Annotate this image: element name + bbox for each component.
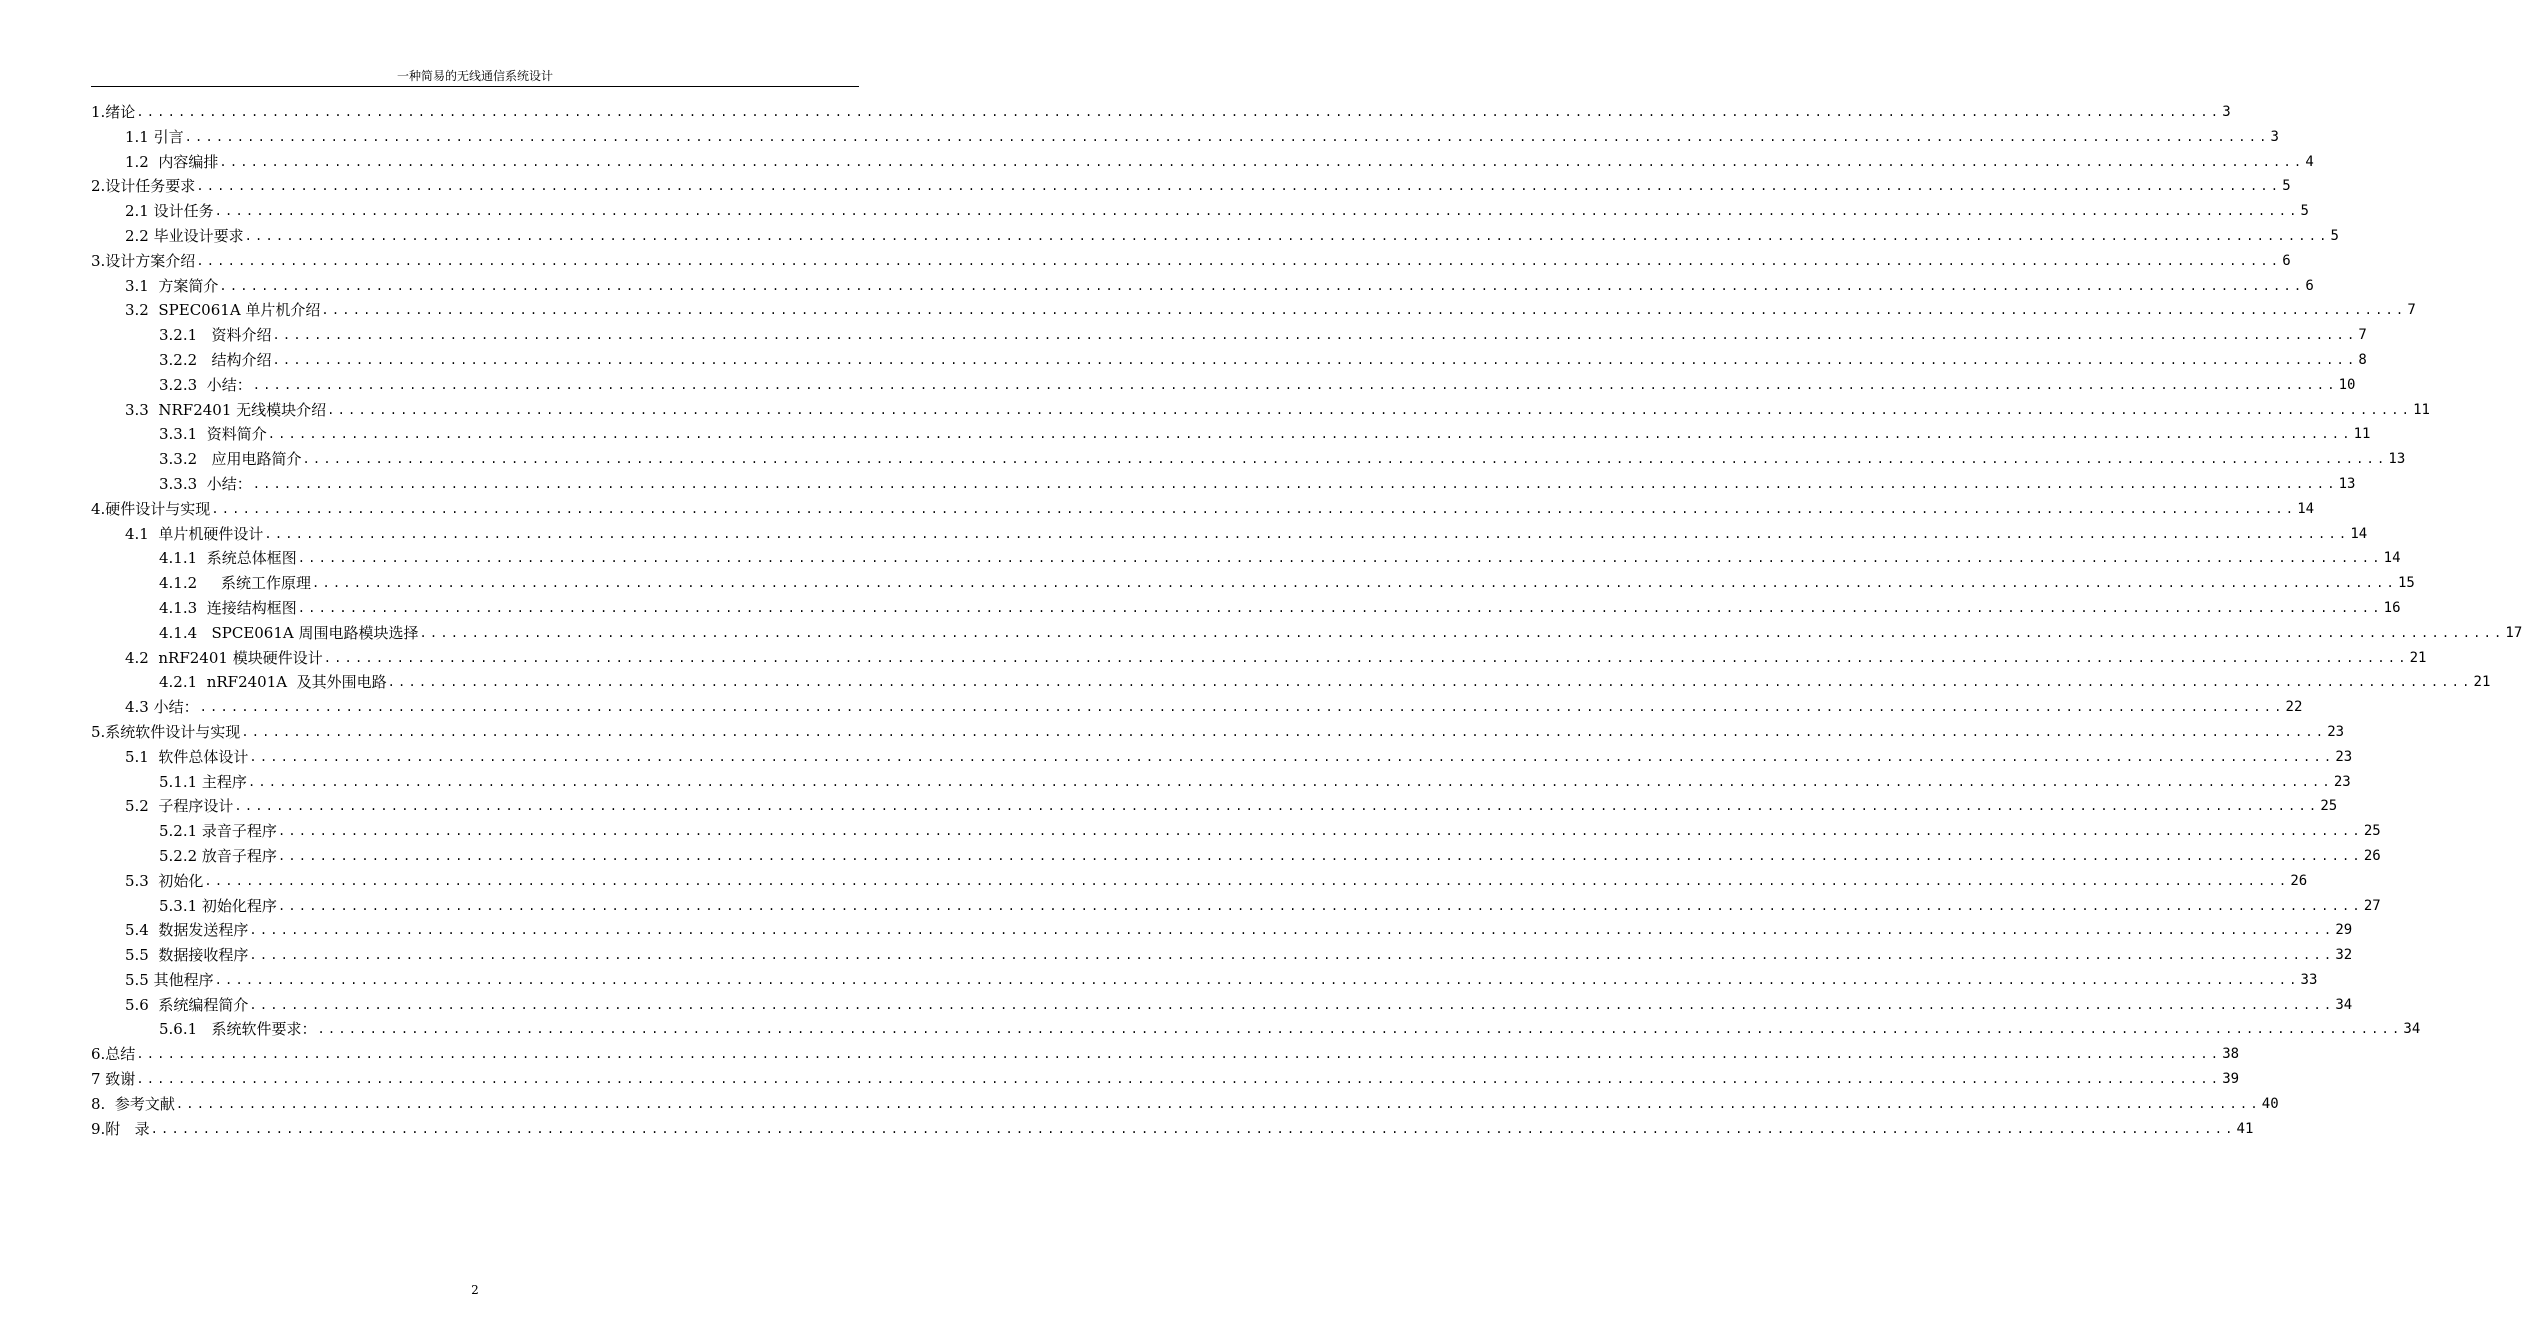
toc-entry-page: 29 bbox=[2335, 922, 2353, 939]
toc-dot-leader: ........................................................................................................................................................................................................ bbox=[219, 278, 2305, 293]
toc-dot-leader: ........................................................................................................................................................................................................ bbox=[204, 873, 2290, 888]
toc-entry-title: 2.设计任务要求 bbox=[91, 177, 196, 196]
toc-entry[interactable] bbox=[91, 621, 2522, 646]
toc-entry-title: 4.2.1 nRF2401A 及其外围电路 bbox=[159, 673, 387, 692]
toc-dot-leader: ........................................................................................................................................................................................................ bbox=[175, 1096, 2261, 1111]
toc-entry[interactable] bbox=[91, 422, 2371, 447]
toc-entry-title: 4.1.2 系统工作原理 bbox=[159, 574, 312, 593]
toc-entry[interactable] bbox=[91, 1067, 2240, 1092]
toc-entry-page: 17 bbox=[2505, 624, 2522, 641]
toc-entry-title: 5.系统软件设计与实现 bbox=[91, 722, 241, 741]
toc-entry-title: 5.2.1 录音子程序 bbox=[159, 822, 277, 841]
toc-entry[interactable] bbox=[91, 993, 2353, 1018]
toc-entry-page: 11 bbox=[2353, 426, 2371, 443]
toc-entry-title: 5.6 系统编程简介 bbox=[125, 995, 249, 1014]
page-footer bbox=[0, 1282, 950, 1298]
toc-dot-leader: ........................................................................................................................................................................................................ bbox=[234, 799, 2320, 814]
toc-entry-title: 4.1.3 连接结构框图 bbox=[159, 598, 297, 617]
toc-dot-leader: ........................................................................................................................................................................................................ bbox=[196, 179, 2282, 194]
toc-entry[interactable] bbox=[91, 199, 2309, 224]
toc-dot-leader: ........................................................................................................................................................................................................ bbox=[219, 154, 2305, 169]
toc-entry-title: 3.3.1 资料简介 bbox=[159, 425, 267, 444]
toc-entry[interactable] bbox=[91, 348, 2367, 373]
toc-dot-leader: ........................................................................................................................................................................................................ bbox=[387, 675, 2473, 690]
toc-entry-title: 4.硬件设计与实现 bbox=[91, 499, 211, 518]
toc-entry[interactable] bbox=[91, 125, 2279, 150]
toc-entry[interactable] bbox=[91, 869, 2308, 894]
toc-entry-title: 3.3 NRF2401 无线模块介绍 bbox=[125, 400, 327, 419]
toc-entry-page: 15 bbox=[2397, 575, 2415, 592]
toc-entry-title: 5.2.2 放音子程序 bbox=[159, 846, 277, 865]
toc-entry-title: 5.3 初始化 bbox=[125, 871, 204, 890]
toc-entry-page: 16 bbox=[2383, 599, 2401, 616]
toc-entry-title: 4.3 小结： bbox=[125, 698, 199, 717]
toc-dot-leader: ........................................................................................................................................................................................................ bbox=[249, 923, 2335, 938]
toc-entry[interactable] bbox=[91, 894, 2381, 919]
toc-dot-leader: ........................................................................................................................................................................................................ bbox=[277, 848, 2363, 863]
toc-entry[interactable] bbox=[91, 571, 2415, 596]
toc-entry-page: 33 bbox=[2300, 971, 2318, 988]
toc-entry-title: 9.附 录 bbox=[91, 1119, 150, 1138]
toc-entry-title: 7 致谢 bbox=[91, 1070, 136, 1089]
toc-entry-title: 1.1 引言 bbox=[125, 127, 184, 146]
toc-entry-page: 23 bbox=[2335, 748, 2353, 765]
toc-entry-title: 5.5 其他程序 bbox=[125, 970, 214, 989]
toc-dot-leader: ........................................................................................................................................................................................................ bbox=[150, 1121, 2236, 1136]
toc-entry-page: 23 bbox=[2327, 723, 2345, 740]
toc-dot-leader: ........................................................................................................................................................................................................ bbox=[312, 576, 2397, 591]
toc-dot-leader: ........................................................................................................................................................................................................ bbox=[264, 526, 2350, 541]
running-header bbox=[91, 66, 859, 87]
toc-entry[interactable] bbox=[91, 150, 2314, 175]
toc-entry[interactable] bbox=[91, 323, 2367, 348]
toc-entry-page: 5 bbox=[2282, 178, 2291, 195]
toc-entry-title: 4.2 nRF2401 模块硬件设计 bbox=[125, 648, 323, 667]
toc-entry[interactable] bbox=[91, 695, 2303, 720]
toc-entry[interactable] bbox=[91, 918, 2353, 943]
toc-entry-page: 25 bbox=[2320, 798, 2338, 815]
toc-entry[interactable] bbox=[91, 720, 2345, 745]
toc-entry-page: 11 bbox=[2413, 401, 2430, 418]
toc-entry[interactable] bbox=[91, 745, 2353, 770]
toc-dot-leader: ........................................................................................................................................................................................................ bbox=[277, 824, 2363, 839]
toc-entry-page: 22 bbox=[2285, 699, 2303, 716]
toc-dot-leader: ........................................................................................................................................................................................................ bbox=[321, 303, 2407, 318]
toc-entry-page: 7 bbox=[2358, 327, 2367, 344]
toc-entry-title: 5.4 数据发送程序 bbox=[125, 921, 249, 940]
toc-entry-page: 39 bbox=[2222, 1071, 2240, 1088]
toc-dot-leader: ........................................................................................................................................................................................................ bbox=[184, 129, 2270, 144]
toc-entry[interactable] bbox=[91, 447, 2406, 472]
toc-entry-title: 2.2 毕业设计要求 bbox=[125, 226, 244, 245]
toc-entry[interactable] bbox=[91, 943, 2353, 968]
toc-dot-leader: ........................................................................................................................................................................................................ bbox=[272, 328, 2358, 343]
toc-entry[interactable] bbox=[91, 844, 2381, 869]
toc-entry[interactable] bbox=[91, 1117, 2254, 1142]
toc-entry[interactable] bbox=[91, 1092, 2279, 1117]
toc-entry-page: 8 bbox=[2358, 351, 2367, 368]
toc-entry-page: 14 bbox=[2350, 525, 2368, 542]
toc-entry-page: 25 bbox=[2363, 823, 2381, 840]
document-title: 一种简易的无线通信系统设计 bbox=[396, 69, 553, 83]
toc-entry[interactable] bbox=[91, 522, 2368, 547]
toc-entry-page: 34 bbox=[2403, 1021, 2421, 1038]
toc-entry-title: 5.5 数据接收程序 bbox=[125, 946, 249, 965]
toc-entry-title: 4.1 单片机硬件设计 bbox=[125, 524, 264, 543]
toc-entry[interactable] bbox=[91, 274, 2314, 299]
toc-entry[interactable] bbox=[91, 472, 2356, 497]
page-number: 2 bbox=[471, 1283, 479, 1297]
toc-entry[interactable] bbox=[91, 174, 2291, 199]
toc-entry-page: 14 bbox=[2383, 550, 2401, 567]
toc-entry-page: 6 bbox=[2282, 252, 2291, 269]
toc-dot-leader: ........................................................................................................................................................................................................ bbox=[272, 352, 2358, 367]
toc-entry-page: 21 bbox=[2473, 674, 2491, 691]
toc-entry-title: 5.1 软件总体设计 bbox=[125, 747, 249, 766]
toc-dot-leader: ........................................................................................................................................................................................................ bbox=[241, 724, 2327, 739]
toc-entry[interactable] bbox=[91, 497, 2315, 522]
toc-entry[interactable] bbox=[91, 770, 2351, 795]
toc-entry-title: 5.2 子程序设计 bbox=[125, 797, 234, 816]
toc-dot-leader: ........................................................................................................................................................................................................ bbox=[267, 427, 2353, 442]
toc-entry-title: 4.1.4 SPCE061A 周围电路模块选择 bbox=[159, 623, 419, 642]
table-of-contents bbox=[91, 100, 2522, 1141]
toc-entry-title: 3.3.2 应用电路简介 bbox=[159, 450, 302, 469]
toc-entry-title: 1.绪论 bbox=[91, 103, 136, 121]
toc-entry[interactable] bbox=[91, 596, 2401, 621]
toc-entry-title: 8. 参考文献 bbox=[91, 1094, 175, 1113]
toc-entry[interactable] bbox=[91, 819, 2381, 844]
toc-dot-leader: ........................................................................................................................................................................................................ bbox=[136, 105, 2222, 119]
toc-entry[interactable] bbox=[91, 373, 2356, 398]
toc-entry-page: 21 bbox=[2409, 649, 2427, 666]
toc-entry-page: 4 bbox=[2305, 153, 2314, 170]
toc-entry-page: 14 bbox=[2297, 500, 2315, 517]
toc-dot-leader: ........................................................................................................................................................................................................ bbox=[317, 1022, 2403, 1037]
toc-entry-title: 5.6.1 系统软件要求： bbox=[159, 1020, 317, 1039]
toc-entry-title: 2.1 设计任务 bbox=[125, 202, 214, 221]
toc-dot-leader: ........................................................................................................................................................................................................ bbox=[252, 377, 2338, 392]
toc-entry[interactable] bbox=[91, 398, 2430, 423]
toc-dot-leader: ........................................................................................................................................................................................................ bbox=[214, 972, 2300, 987]
toc-dot-leader: ........................................................................................................................................................................................................ bbox=[214, 204, 2300, 219]
toc-entry[interactable] bbox=[91, 249, 2291, 274]
toc-entry[interactable] bbox=[91, 546, 2401, 571]
toc-entry-page: 3 bbox=[2270, 128, 2279, 145]
toc-entry-title: 5.3.1 初始化程序 bbox=[159, 896, 277, 915]
toc-dot-leader: ........................................................................................................................................................................................................ bbox=[199, 700, 2285, 715]
toc-dot-leader: ........................................................................................................................................................................................................ bbox=[249, 749, 2335, 764]
toc-dot-leader: ........................................................................................................................................................................................................ bbox=[277, 898, 2363, 913]
toc-entry-title: 3.1 方案简介 bbox=[125, 276, 219, 295]
toc-entry[interactable] bbox=[91, 1017, 2421, 1042]
toc-entry[interactable] bbox=[91, 100, 2231, 125]
toc-dot-leader: ........................................................................................................................................................................................................ bbox=[252, 476, 2338, 491]
toc-entry-page: 26 bbox=[2290, 872, 2308, 889]
toc-entry-page: 32 bbox=[2335, 947, 2353, 964]
toc-entry-page: 10 bbox=[2338, 376, 2356, 393]
toc-entry[interactable] bbox=[91, 224, 2339, 249]
toc-entry-page: 6 bbox=[2305, 277, 2314, 294]
toc-dot-leader: ........................................................................................................................................................................................................ bbox=[211, 501, 2297, 516]
toc-entry[interactable] bbox=[91, 670, 2491, 695]
toc-entry-page: 3 bbox=[2222, 104, 2231, 120]
toc-entry-page: 5 bbox=[2330, 227, 2339, 244]
toc-entry-page: 34 bbox=[2335, 996, 2353, 1013]
toc-entry-page: 23 bbox=[2333, 773, 2351, 790]
toc-entry-title: 5.1.1 主程序 bbox=[159, 772, 247, 791]
toc-dot-leader: ........................................................................................................................................................................................................ bbox=[196, 253, 2282, 268]
toc-entry-page: 27 bbox=[2363, 897, 2381, 914]
toc-dot-leader: ........................................................................................................................................................................................................ bbox=[297, 551, 2383, 566]
toc-entry-page: 38 bbox=[2222, 1046, 2240, 1063]
toc-entry[interactable] bbox=[91, 1042, 2240, 1067]
toc-entry-page: 26 bbox=[2363, 847, 2381, 864]
toc-dot-leader: ........................................................................................................................................................................................................ bbox=[247, 774, 2333, 789]
toc-dot-leader: ........................................................................................................................................................................................................ bbox=[244, 228, 2330, 243]
toc-dot-leader: ........................................................................................................................................................................................................ bbox=[419, 625, 2505, 640]
toc-entry-title: 3.3.3 小结： bbox=[159, 474, 252, 493]
toc-entry-page: 13 bbox=[2388, 451, 2406, 468]
toc-dot-leader: ........................................................................................................................................................................................................ bbox=[297, 600, 2383, 615]
toc-entry-title: 3.2.1 资料介绍 bbox=[159, 326, 272, 345]
toc-entry[interactable] bbox=[91, 794, 2338, 819]
toc-entry-title: 3.设计方案介绍 bbox=[91, 251, 196, 270]
toc-entry-page: 40 bbox=[2261, 1095, 2279, 1112]
toc-dot-leader: ........................................................................................................................................................................................................ bbox=[136, 1047, 2222, 1062]
toc-entry-title: 3.2 SPEC061A 单片机介绍 bbox=[125, 301, 321, 320]
toc-dot-leader: ........................................................................................................................................................................................................ bbox=[302, 452, 2388, 467]
toc-entry-page: 7 bbox=[2407, 302, 2416, 319]
toc-dot-leader: ........................................................................................................................................................................................................ bbox=[327, 402, 2413, 417]
toc-entry-page: 13 bbox=[2338, 475, 2356, 492]
toc-entry-title: 6.总结 bbox=[91, 1045, 136, 1064]
toc-dot-leader: ........................................................................................................................................................................................................ bbox=[136, 1072, 2222, 1087]
toc-entry[interactable] bbox=[91, 298, 2416, 323]
toc-entry-title: 3.2.3 小结： bbox=[159, 375, 252, 394]
toc-dot-leader: ........................................................................................................................................................................................................ bbox=[249, 997, 2335, 1012]
toc-entry-page: 41 bbox=[2236, 1120, 2254, 1137]
toc-entry-title: 1.2 内容编排 bbox=[125, 152, 219, 171]
toc-entry-page: 5 bbox=[2300, 203, 2309, 220]
toc-entry-title: 3.2.2 结构介绍 bbox=[159, 350, 272, 369]
toc-entry[interactable] bbox=[91, 646, 2427, 671]
toc-dot-leader: ........................................................................................................................................................................................................ bbox=[323, 650, 2409, 665]
toc-dot-leader: ........................................................................................................................................................................................................ bbox=[249, 948, 2335, 963]
toc-entry[interactable] bbox=[91, 968, 2318, 993]
toc-entry-title: 4.1.1 系统总体框图 bbox=[159, 549, 297, 568]
